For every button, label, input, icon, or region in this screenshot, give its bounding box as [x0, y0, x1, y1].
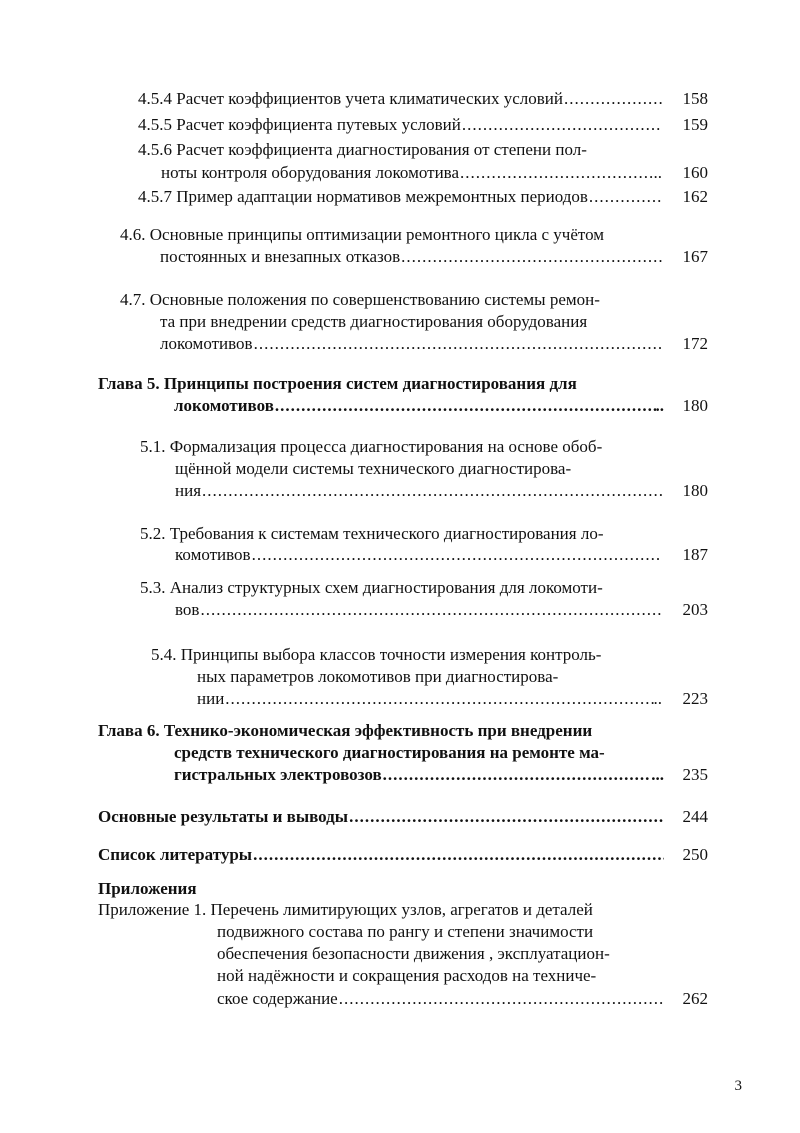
page-number: 223 [682, 689, 708, 708]
page-number: 262 [682, 989, 708, 1008]
toc-entry-results: Основные результаты и выводы ..... [98, 805, 664, 829]
toc-entry-5-3-line1: 5.3. Анализ структурных схем диагностирования для локомоти- [140, 578, 603, 597]
page-number: 244 [682, 807, 708, 826]
toc-entry-4-7-line1: 4.7. Основные положения по совершенствованию системы ремон- [120, 290, 600, 309]
page-number: 180 [682, 396, 708, 415]
toc-entry-5-1: ния ..... [175, 479, 662, 503]
leader-dots [201, 479, 662, 503]
chapter-6-heading: Глава 6. Технико-экономическая эффективность при внедрении [98, 721, 593, 740]
leader-dots [588, 185, 662, 209]
toc-entry-4-7: локомотивов ..... [160, 332, 662, 356]
toc-entry-references: Список литературы ..... [98, 843, 664, 867]
appendix-1-line2: подвижного состава по рангу и степени значимости [217, 922, 594, 941]
leader-dots [224, 687, 653, 711]
page-number: 235 [682, 765, 708, 784]
toc-entry-4-6-line1: 4.6. Основные принципы оптимизации ремонтного цикла с учётом [120, 225, 605, 244]
toc-entry-5-4-line2: ных параметров локомотивов при диагностирова- [197, 667, 559, 686]
leader-dots [252, 843, 664, 867]
toc-entry-5-4: нии ..... .. [197, 687, 662, 711]
appendix-1-line4: ной надёжности и сокращения расходов на техниче- [217, 966, 597, 985]
page-number: 167 [682, 247, 708, 266]
toc-entry-5-2-line1: 5.2. Требования к системам технического диагностирования ло- [140, 524, 604, 543]
toc-entry-4-5-4: 4.5.4 Расчет коэффициентов учета климатических условий ..... [138, 87, 662, 111]
leader-dots [461, 113, 662, 137]
toc-entry-5-1-line1: 5.1. Формализация процесса диагностирования на основе обоб- [140, 437, 603, 456]
toc-entry-4-5-6: ноты контроля оборудования локомотива ..... .. [161, 161, 662, 185]
leader-dots [400, 245, 662, 269]
page-number: 180 [682, 481, 708, 500]
toc-entry-4-5-5: 4.5.5 Расчет коэффициента путевых условий ..... [138, 113, 662, 137]
leader-dots [348, 805, 664, 829]
toc-entry-appendix-1: ское содержание ..... [217, 987, 664, 1011]
leader-dots [199, 598, 662, 622]
page-number: 203 [682, 600, 708, 619]
page-number: 250 [682, 845, 708, 864]
footer-page-number: 3 [734, 1078, 742, 1094]
leader-dots [382, 763, 652, 787]
toc-entry-5-2: комотивов ..... [175, 543, 662, 567]
chapter-6-heading-line2: средств технического диагностирования на ремонте ма- [174, 743, 605, 762]
page-number: 158 [682, 89, 708, 108]
appendix-1-line3: обеспечения безопасности движения , эксплуатацион- [217, 944, 610, 963]
page-number: 187 [682, 545, 708, 564]
chapter-5-heading: Глава 5. Принципы построения систем диагностирования для [98, 374, 577, 393]
page-number: 162 [682, 187, 708, 206]
page-number: 159 [682, 115, 708, 134]
toc-entry-chapter-5: локомотивов ..... .. [174, 394, 664, 418]
toc-entry-5-3: вов ..... [175, 598, 662, 622]
leader-dots [274, 394, 656, 418]
toc-entry-4-6: постоянных и внезапных отказов ..... [160, 245, 662, 269]
leader-dots [459, 161, 653, 185]
toc-entry-4-7-line2: та при внедрении средств диагностирования оборудования [160, 312, 588, 331]
appendices-heading: Приложения [98, 879, 197, 898]
leader-dots [253, 332, 662, 356]
page-number: 172 [682, 334, 708, 353]
appendix-1-line1: Приложение 1. Перечень лимитирующих узлов, агрегатов и деталей [98, 900, 593, 919]
page-number: 160 [682, 163, 708, 182]
toc-entry-4-5-7: 4.5.7 Пример адаптации нормативов межремонтных периодов ..... [138, 185, 662, 209]
toc-entry-5-4-line1: 5.4. Принципы выбора классов точности измерения контроль- [151, 645, 602, 664]
toc-entry-chapter-6: гистральных электровозов ..... ... [174, 763, 664, 787]
leader-dots [251, 543, 662, 567]
leader-dots [563, 87, 662, 111]
toc-entry-4-5-6-line1: 4.5.6 Расчет коэффициента диагностирования от степени пол- [138, 140, 587, 159]
leader-dots [338, 987, 664, 1011]
toc-entry-5-1-line2: щённой модели системы технического диагностирова- [175, 459, 572, 478]
